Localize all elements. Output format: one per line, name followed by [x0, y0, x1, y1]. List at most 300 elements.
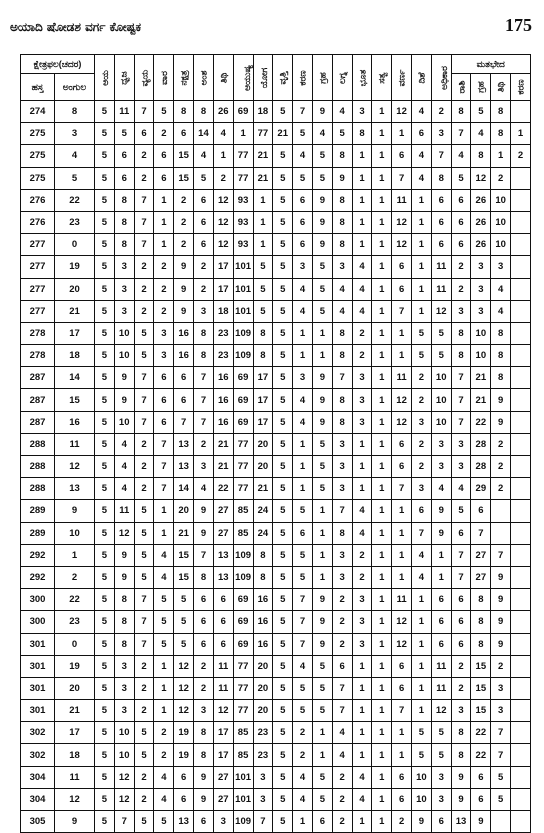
table-cell: 16 — [213, 389, 233, 411]
table-cell: 6 — [431, 611, 451, 633]
table-cell: 27 — [471, 544, 491, 566]
sub-header-label: ಕರಣ — [515, 79, 526, 95]
table-cell: 21 — [174, 522, 194, 544]
table-cell: 6 — [392, 766, 412, 788]
table-cell: 10 — [471, 345, 491, 367]
table-cell: 8 — [352, 123, 372, 145]
table-cell: 5 — [273, 722, 293, 744]
table-cell: 7 — [451, 123, 471, 145]
column-header-label: ದಿಶೆ — [416, 71, 427, 84]
table-row — [21, 389, 531, 411]
table-cell: 2 — [431, 101, 451, 123]
table-cell: 1 — [392, 566, 412, 588]
table-cell: 7 — [134, 211, 154, 233]
table-cell: 5 — [273, 589, 293, 611]
table-cell: 1 — [352, 655, 372, 677]
table-cell: 23 — [253, 744, 273, 766]
table-cell: 109 — [233, 566, 253, 588]
table-cell: 4 — [491, 278, 511, 300]
table-cell: 5 — [95, 300, 115, 322]
table-cell: 1 — [372, 411, 392, 433]
table-cell: 18 — [253, 101, 273, 123]
table-cell: 5 — [95, 566, 115, 588]
table-cell: 1 — [253, 189, 273, 211]
table-cell: 27 — [213, 788, 233, 810]
table-cell: 4 — [332, 722, 352, 744]
table-cell: 6 — [154, 145, 174, 167]
table-row — [21, 456, 531, 478]
table-cell: 4 — [352, 256, 372, 278]
table-cell: 3 — [154, 345, 174, 367]
table-cell: 8 — [332, 322, 352, 344]
table-cell: 5 — [451, 500, 471, 522]
table-cell: 2 — [412, 389, 432, 411]
table-cell: 287 — [21, 367, 55, 389]
table-cell: 16 — [213, 367, 233, 389]
table-cell: 2 — [174, 211, 194, 233]
table-cell: 6 — [194, 211, 214, 233]
table-cell: 8 — [451, 101, 471, 123]
page-header — [0, 0, 544, 40]
table-cell: 7 — [332, 367, 352, 389]
table-cell: 8 — [451, 322, 471, 344]
table-cell: 3 — [253, 766, 273, 788]
table-cell: 5 — [95, 211, 115, 233]
table-cell: 5 — [273, 256, 293, 278]
table-cell: 14 — [174, 478, 194, 500]
column-header — [213, 55, 233, 101]
table-cell: 85 — [233, 522, 253, 544]
column-header — [392, 55, 412, 101]
table-cell: 9 — [431, 500, 451, 522]
table-cell: 5 — [273, 322, 293, 344]
table-cell: 6 — [213, 633, 233, 655]
table-cell: 27 — [471, 566, 491, 588]
table-cell: 1 — [352, 211, 372, 233]
table-cell: 12 — [174, 700, 194, 722]
table-cell: 101 — [233, 788, 253, 810]
table-cell: 2 — [352, 345, 372, 367]
table-cell: 109 — [233, 322, 253, 344]
table-cell: 5 — [95, 788, 115, 810]
table-cell: 5 — [412, 322, 432, 344]
table-cell: 5 — [154, 589, 174, 611]
column-header-label: ಅಂಶ — [198, 70, 209, 85]
table-cell: 3 — [114, 256, 134, 278]
table-cell: 5 — [95, 322, 115, 344]
table-cell: 21 — [471, 367, 491, 389]
table-cell: 21 — [253, 478, 273, 500]
table-cell: 21 — [55, 300, 95, 322]
table-cell: 301 — [21, 677, 55, 699]
table-cell: 5 — [491, 788, 511, 810]
table-cell: 9 — [471, 811, 491, 833]
table-cell: 20 — [55, 278, 95, 300]
table-cell: 11 — [431, 256, 451, 278]
table-cell: 6 — [392, 456, 412, 478]
table-cell: 5 — [273, 211, 293, 233]
table-cell: 1 — [372, 345, 392, 367]
table-cell: 275 — [21, 123, 55, 145]
table-row — [21, 766, 531, 788]
table-cell: 12 — [392, 633, 412, 655]
table-cell: 5 — [312, 167, 332, 189]
table-cell: 8 — [491, 345, 511, 367]
table-cell: 1 — [412, 234, 432, 256]
table-cell: 300 — [21, 611, 55, 633]
table-cell: 12 — [55, 788, 95, 810]
table-cell: 9 — [491, 633, 511, 655]
table-cell: 9 — [451, 766, 471, 788]
table-row — [21, 700, 531, 722]
table-cell: 5 — [95, 345, 115, 367]
table-cell: 1 — [154, 211, 174, 233]
table-cell: 4 — [352, 766, 372, 788]
table-cell: 5 — [312, 478, 332, 500]
table-cell: 7 — [332, 677, 352, 699]
table-cell: 288 — [21, 456, 55, 478]
table-cell: 2 — [293, 722, 313, 744]
table-cell: 28 — [471, 433, 491, 455]
table-cell: 7 — [154, 478, 174, 500]
table-cell: 2 — [134, 766, 154, 788]
table-cell: 1 — [312, 500, 332, 522]
table-cell — [511, 700, 531, 722]
table-cell — [511, 655, 531, 677]
table-cell: 274 — [21, 101, 55, 123]
table-cell: 13 — [213, 544, 233, 566]
table-cell: 6 — [451, 211, 471, 233]
table-cell: 15 — [471, 700, 491, 722]
table-cell: 18 — [213, 300, 233, 322]
table-cell: 7 — [392, 167, 412, 189]
table-cell: 5 — [253, 256, 273, 278]
table-cell: 3 — [253, 788, 273, 810]
table-cell: 5 — [95, 256, 115, 278]
table-cell: 4 — [114, 478, 134, 500]
table-cell: 3 — [114, 677, 134, 699]
table-cell: 1 — [392, 500, 412, 522]
table-cell: 18 — [55, 744, 95, 766]
table-row — [21, 500, 531, 522]
table-cell: 3 — [332, 256, 352, 278]
table-cell: 2 — [332, 766, 352, 788]
table-cell: 8 — [194, 322, 214, 344]
table-cell: 9 — [114, 389, 134, 411]
table-cell: 276 — [21, 189, 55, 211]
table-cell: 5 — [273, 189, 293, 211]
table-cell — [511, 611, 531, 633]
table-cell — [491, 500, 511, 522]
table-cell: 6 — [471, 766, 491, 788]
table-cell: 12 — [392, 101, 412, 123]
table-cell: 2 — [451, 677, 471, 699]
table-cell: 4 — [412, 145, 432, 167]
table-cell: 9 — [491, 411, 511, 433]
table-cell: 26 — [471, 211, 491, 233]
table-cell: 3 — [55, 123, 95, 145]
table-cell: 6 — [174, 367, 194, 389]
table-cell: 8 — [253, 544, 273, 566]
column-header-label: ವೃತ್ತಿ — [277, 71, 288, 84]
table-cell: 6 — [174, 389, 194, 411]
table-cell: 2 — [194, 256, 214, 278]
table-cell: 5 — [95, 145, 115, 167]
table-cell: 8 — [471, 589, 491, 611]
table-cell: 10 — [55, 522, 95, 544]
table-cell: 11 — [431, 278, 451, 300]
column-header — [194, 55, 214, 101]
table-cell: 8 — [194, 744, 214, 766]
table-cell: 1 — [392, 123, 412, 145]
table-cell: 5 — [174, 589, 194, 611]
table-cell: 1 — [293, 478, 313, 500]
table-cell: 5 — [134, 811, 154, 833]
table-cell — [511, 433, 531, 455]
table-cell: 3 — [412, 478, 432, 500]
table-cell: 11 — [431, 677, 451, 699]
table-row — [21, 367, 531, 389]
table-cell: 3 — [114, 700, 134, 722]
table-cell: 20 — [55, 677, 95, 699]
table-cell: 7 — [134, 367, 154, 389]
table-cell: 3 — [451, 456, 471, 478]
table-cell: 21 — [471, 389, 491, 411]
table-cell: 4 — [412, 101, 432, 123]
table-cell: 6 — [293, 522, 313, 544]
table-cell: 2 — [134, 167, 154, 189]
table-cell: 16 — [253, 589, 273, 611]
table-cell: 5 — [312, 677, 332, 699]
table-cell: 5 — [312, 300, 332, 322]
table-cell: 1 — [154, 522, 174, 544]
table-cell: 1 — [372, 522, 392, 544]
table-cell: 27 — [213, 500, 233, 522]
table-cell — [511, 522, 531, 544]
table-cell: 301 — [21, 655, 55, 677]
group-header-area: ಕ್ಷೇತ್ರಫಲ(ಚದರ) — [21, 55, 95, 74]
table-cell: 22 — [55, 589, 95, 611]
table-cell: 28 — [471, 456, 491, 478]
table-cell: 17 — [213, 256, 233, 278]
table-cell: 21 — [213, 433, 233, 455]
table-cell: 9 — [312, 633, 332, 655]
table-cell: 7 — [332, 500, 352, 522]
table-cell: 9 — [431, 522, 451, 544]
table-cell: 10 — [114, 744, 134, 766]
table-cell: 26 — [471, 189, 491, 211]
table-cell: 304 — [21, 788, 55, 810]
table-cell: 10 — [114, 411, 134, 433]
table-cell: 277 — [21, 300, 55, 322]
table-cell: 9 — [174, 278, 194, 300]
column-header — [233, 55, 253, 101]
table-cell: 5 — [312, 433, 332, 455]
column-header-label: ವ್ಯಯ — [139, 69, 150, 86]
table-cell: 3 — [352, 411, 372, 433]
table-cell: 5 — [95, 278, 115, 300]
table-cell: 4 — [471, 123, 491, 145]
table-cell: 3 — [332, 544, 352, 566]
table-cell: 3 — [352, 611, 372, 633]
table-cell: 1 — [312, 522, 332, 544]
table-cell: 4 — [431, 478, 451, 500]
table-cell: 5 — [273, 655, 293, 677]
table-cell: 12 — [431, 300, 451, 322]
table-cell: 4 — [154, 788, 174, 810]
table-cell: 1 — [312, 322, 332, 344]
table-cell: 1 — [312, 345, 332, 367]
table-cell: 5 — [412, 345, 432, 367]
table-cell: 5 — [154, 611, 174, 633]
table-cell: 4 — [352, 278, 372, 300]
table-row — [21, 478, 531, 500]
table-cell: 1 — [372, 788, 392, 810]
table-cell: 2 — [134, 433, 154, 455]
table-cell: 3 — [332, 456, 352, 478]
sub-header — [451, 74, 471, 101]
table-cell: 3 — [114, 300, 134, 322]
table-cell: 5 — [312, 456, 332, 478]
table-cell: 7 — [134, 389, 154, 411]
table-cell: 13 — [451, 811, 471, 833]
table-row — [21, 145, 531, 167]
table-cell: 7 — [451, 367, 471, 389]
table-cell: 1 — [312, 544, 332, 566]
table-cell: 4 — [194, 145, 214, 167]
table-cell: 276 — [21, 211, 55, 233]
table-cell: 6 — [412, 500, 432, 522]
table-cell: 2 — [134, 655, 154, 677]
table-cell: 287 — [21, 411, 55, 433]
table-cell: 1 — [372, 123, 392, 145]
table-cell: 20 — [253, 700, 273, 722]
column-header — [174, 55, 194, 101]
table-cell: 69 — [233, 633, 253, 655]
table-cell: 17 — [253, 389, 273, 411]
table-cell: 2 — [154, 722, 174, 744]
table-row — [21, 322, 531, 344]
table-cell: 8 — [471, 611, 491, 633]
table-cell: 22 — [471, 722, 491, 744]
table-cell: 5 — [95, 367, 115, 389]
table-cell: 7 — [114, 811, 134, 833]
column-header — [273, 55, 293, 101]
table-cell: 17 — [213, 744, 233, 766]
table-cell: 3 — [431, 788, 451, 810]
table-row — [21, 167, 531, 189]
table-cell — [511, 389, 531, 411]
table-cell — [491, 811, 511, 833]
table-cell: 9 — [491, 389, 511, 411]
table-cell: 3 — [352, 633, 372, 655]
table-cell: 18 — [55, 345, 95, 367]
table-cell: 6 — [471, 788, 491, 810]
table-cell: 301 — [21, 633, 55, 655]
table-cell: 2 — [451, 278, 471, 300]
table-cell: 3 — [451, 300, 471, 322]
table-cell: 289 — [21, 522, 55, 544]
table-cell: 5 — [55, 167, 95, 189]
column-header — [431, 55, 451, 101]
table-cell: 9 — [55, 811, 95, 833]
table-row — [21, 677, 531, 699]
table-cell: 69 — [233, 101, 253, 123]
table-cell: 3 — [471, 300, 491, 322]
column-header — [95, 55, 115, 101]
table-cell: 1 — [372, 566, 392, 588]
table-cell: 1 — [412, 633, 432, 655]
table-cell: 5 — [412, 744, 432, 766]
table-cell: 16 — [174, 345, 194, 367]
table-cell: 2 — [412, 456, 432, 478]
table-cell: 4 — [352, 788, 372, 810]
table-cell: 5 — [134, 744, 154, 766]
table-cell: 3 — [451, 433, 471, 455]
table-cell: 13 — [174, 456, 194, 478]
table-cell: 9 — [491, 589, 511, 611]
table-cell: 5 — [431, 322, 451, 344]
table-cell: 1 — [372, 589, 392, 611]
table-cell: 6 — [194, 589, 214, 611]
table-cell: 5 — [134, 722, 154, 744]
table-cell: 2 — [332, 589, 352, 611]
table-cell: 277 — [21, 256, 55, 278]
table-cell: 5 — [273, 300, 293, 322]
table-cell: 5 — [293, 544, 313, 566]
table-cell: 3 — [194, 700, 214, 722]
table-cell: 9 — [412, 811, 432, 833]
table-cell: 7 — [134, 633, 154, 655]
table-row — [21, 433, 531, 455]
table-cell: 10 — [114, 322, 134, 344]
table-cell: 6 — [392, 433, 412, 455]
table-cell: 7 — [134, 611, 154, 633]
table-cell: 277 — [21, 278, 55, 300]
table-cell: 11 — [114, 500, 134, 522]
table-cell: 4 — [293, 788, 313, 810]
table-cell: 10 — [412, 766, 432, 788]
table-cell: 12 — [392, 611, 412, 633]
table-cell: 1 — [431, 544, 451, 566]
table-cell: 7 — [134, 101, 154, 123]
table-cell: 2 — [174, 189, 194, 211]
table-cell: 5 — [273, 544, 293, 566]
table-cell: 85 — [233, 722, 253, 744]
table-cell — [511, 478, 531, 500]
table-cell: 6 — [392, 278, 412, 300]
table-cell: 12 — [213, 700, 233, 722]
table-cell: 302 — [21, 744, 55, 766]
table-cell: 7 — [194, 367, 214, 389]
table-cell: 7 — [451, 389, 471, 411]
table-cell: 27 — [213, 522, 233, 544]
table-cell: 26 — [213, 101, 233, 123]
table-cell: 5 — [253, 278, 273, 300]
column-header-label: ಆಯುಷ್ಯ — [241, 64, 252, 91]
table-cell — [491, 522, 511, 544]
table-cell: 7 — [431, 145, 451, 167]
table-cell: 1 — [372, 278, 392, 300]
table-cell: 1 — [412, 189, 432, 211]
table-row — [21, 411, 531, 433]
table-cell: 17 — [55, 722, 95, 744]
table-cell: 8 — [114, 611, 134, 633]
table-cell: 1 — [412, 677, 432, 699]
table-cell: 288 — [21, 433, 55, 455]
table-cell: 6 — [312, 811, 332, 833]
table-cell: 7 — [451, 566, 471, 588]
